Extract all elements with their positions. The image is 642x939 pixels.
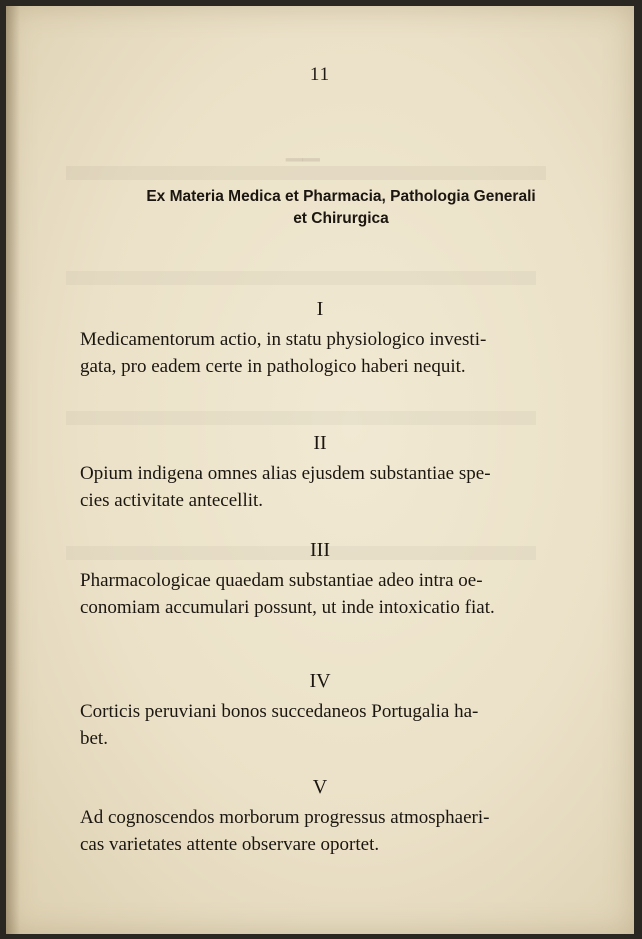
thesis-text	[80, 460, 540, 514]
thesis-numeral: I	[316, 298, 324, 320]
thesis-numeral: II	[313, 432, 327, 454]
thesis-text	[80, 804, 540, 858]
section-heading	[56, 186, 626, 230]
thesis-line: cas varietates attente observare oportet.	[80, 834, 380, 855]
thesis-text	[80, 326, 540, 380]
thesis-line: Ad cognoscendos morborum progressus atmosphaeri-	[80, 807, 490, 828]
book-page	[6, 6, 634, 934]
thesis-text	[80, 567, 540, 621]
thesis-numeral: III	[310, 539, 330, 561]
thesis-line: Corticis peruviani bonos succedaneos Portugalia ha-	[80, 701, 479, 722]
thesis-line: Medicamentorum actio, in statu physiologico investi-	[80, 329, 487, 350]
thesis-line: Pharmacologicae quaedam substantiae adeo intra oe-	[80, 570, 483, 591]
thesis-line: conomiam accumulari possunt, ut inde intoxicatio fiat.	[80, 597, 495, 618]
section-heading-line: Ex Materia Medica et Pharmacia, Pathologia Generali	[146, 188, 536, 205]
thesis-text	[80, 698, 540, 752]
thesis-numeral: IV	[309, 670, 331, 692]
thesis-line: gata, pro eadem certe in pathologico haberi nequit.	[80, 356, 466, 377]
thesis-line: cies activitate antecellit.	[80, 490, 264, 511]
section-heading-line: et Chirurgica	[293, 210, 389, 227]
thesis-line: bet.	[80, 728, 108, 749]
page-number: 11	[309, 64, 331, 85]
show-through-mark: ▁▁	[286, 136, 320, 161]
thesis-numeral: V	[312, 776, 328, 798]
show-through-mark	[66, 411, 536, 425]
thesis-line: Opium indigena omnes alias ejusdem substantiae spe-	[80, 463, 491, 484]
show-through-mark	[66, 271, 536, 285]
show-through-mark	[66, 166, 546, 180]
